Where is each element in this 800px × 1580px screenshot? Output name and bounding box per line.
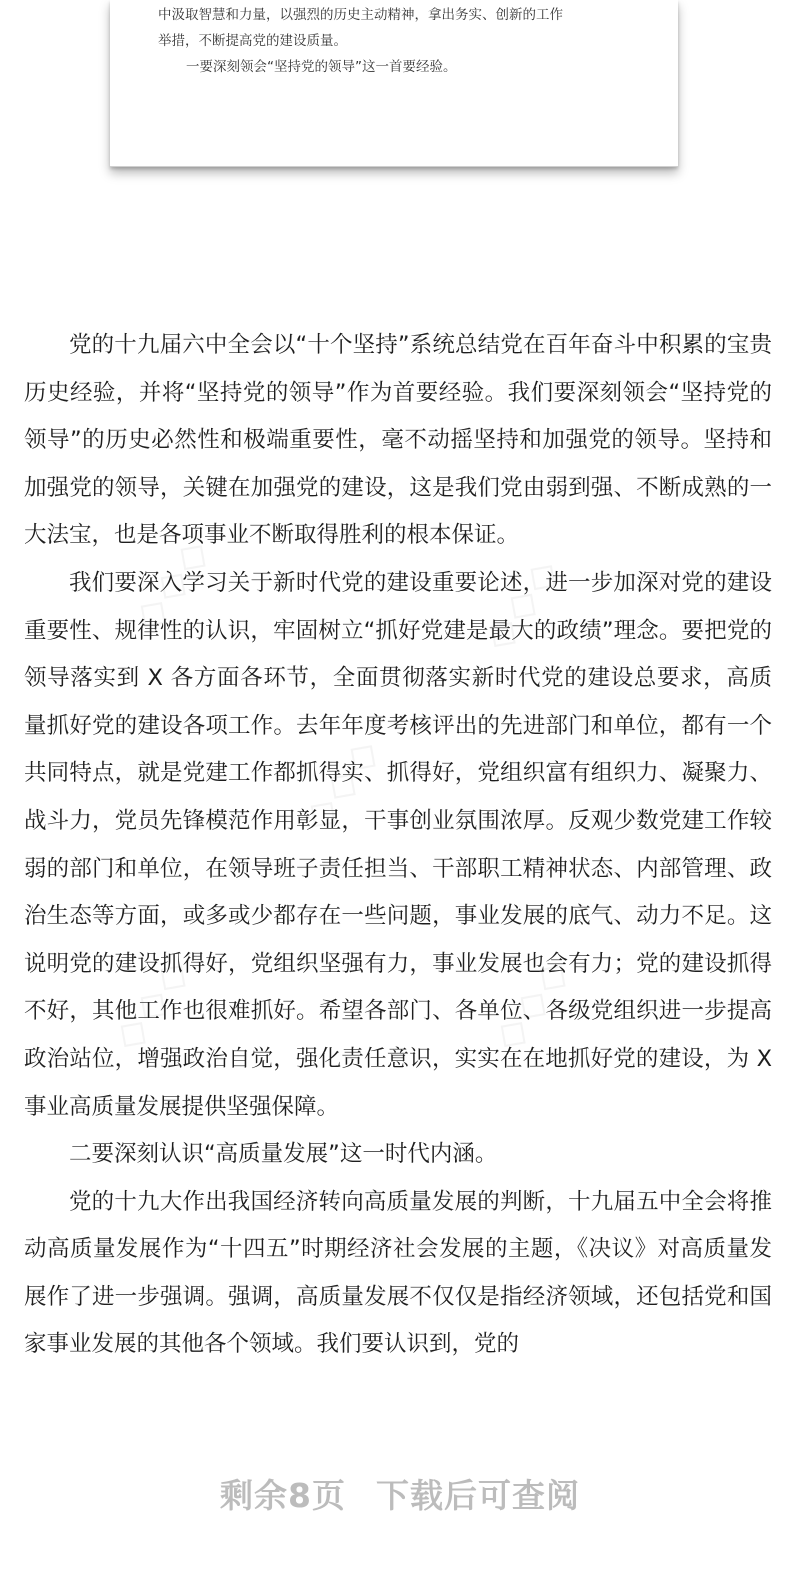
download-prompt[interactable] (0, 1470, 800, 1517)
download-hint-text: 下载后可查阅 (375, 1476, 580, 1515)
preview-card-text (158, 2, 658, 80)
card-line-3: 一要深刻领会“坚持党的领导”这一首要经验。 (186, 59, 457, 75)
remaining-pages-text: 剩余8页 (220, 1476, 346, 1515)
article-paragraph-4: 党的十九大作出我国经济转向高质量发展的判断，十九届五中全会将推动高质量发展作为“十四五”时期经济社会发展的主题，《决议》对高质量发展作了进一步强调。强调，高质量发展不仅仅是指经济领域，还包括党和国家事业发展的其他各个领域。我们要认识到，党的 (24, 1188, 772, 1358)
article-body (24, 322, 772, 1369)
article-paragraph-3: 二要深刻认识“高质量发展”这一时代内涵。 (69, 1141, 498, 1168)
article-paragraph-2: 我们要深入学习关于新时代党的建设重要论述，进一步加深对党的建设重要性、规律性的认识，牢固树立“抓好党建是最大的政绩”理念。要把党的领导落实到 X 各方面各环节，全面贯彻落实新时代党的建设总要求，高质量抓好党的建设各项工作。去年年度考核评出的先进部门和单位，都有一个共同特点，就是党建工作都抓得实、抓得好，党组织富有组织力、凝聚力、战斗力，党员先锋模范作用彰显，干事创业氛围浓厚。反观少数党建工作较弱的部门和单位，在领导班子责任担当、干部职工精神状态、内部管理、政治生态等方面，或多或少都存在一些问题，事业发展的底气、动力不足。这说明党的建设抓得好，党组织坚强有力，事业发展也会有力；党的建设抓得不好，其他工作也很难抓好。希望各部门、各单位、各级党组织进一步提高政治站位，增强政治自觉，强化责任意识，实实在在地抓好党的建设，为 X 事业高质量发展提供坚强保障。 (24, 569, 772, 1120)
preview-page-card (110, 0, 678, 167)
card-line-2: 举措，不断提高党的建设质量。 (158, 33, 347, 49)
article-paragraph-1: 党的十九届六中全会以“十个坚持”系统总结党在百年奋斗中积累的宝贵历史经验，并将“坚持党的领导”作为首要经验。我们要深刻领会“坚持党的领导”的历史必然性和极端重要性，毫不动摇坚持和加强党的领导。坚持和加强党的领导，关键在加强党的建设，这是我们党由弱到强、不断成熟的一大法宝，也是各项事业不断取得胜利的根本保证。 (24, 332, 772, 549)
card-line-1: 中汲取智慧和力量，以强烈的历史主动精神，拿出务实、创新的工作 (158, 7, 563, 23)
